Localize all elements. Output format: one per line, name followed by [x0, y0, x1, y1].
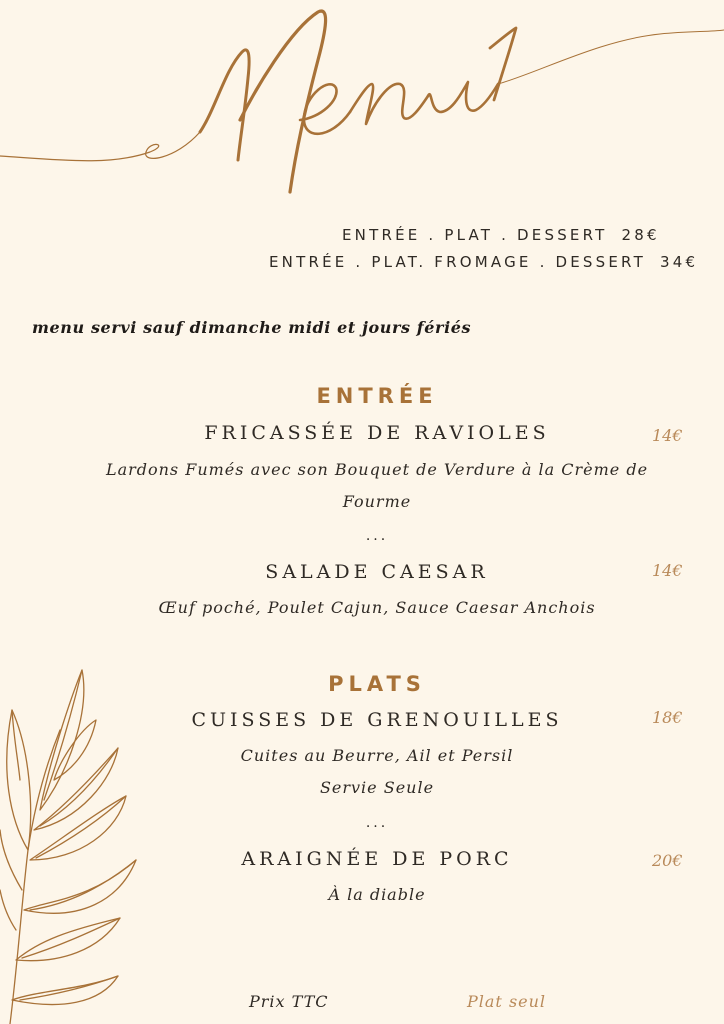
dish-desc-line: Lardons Fumés avec son Bouquet de Verdure à la Crème de [105, 460, 649, 479]
dish-desc-line: Fourme [342, 492, 412, 511]
footer-plat-seul: Plat seul [467, 992, 547, 1011]
formula-2 [269, 253, 698, 271]
formula-2-price: 34€ [659, 253, 699, 271]
dish-separator: ... [365, 528, 389, 544]
menu-notice: menu servi sauf dimanche midi et jours fériés [32, 318, 472, 337]
section-title-entree: ENTRÉE [316, 384, 438, 408]
menu-title-script [0, 0, 724, 210]
formula-1-price: 28€ [621, 226, 660, 244]
section-title-plats: PLATS [328, 672, 426, 696]
dish-price-fricassee: 14€ [652, 426, 683, 445]
dish-desc-salade [0, 592, 724, 624]
footer-prix-ttc: Prix TTC [249, 992, 329, 1011]
dish-name-salade: SALADE CAESAR [265, 561, 489, 583]
dish-price-araignee: 20€ [652, 851, 683, 870]
formula-1-label: ENTRÉE . PLAT . DESSERT [342, 226, 608, 244]
dish-desc-line: Œuf poché, Poulet Cajun, Sauce Caesar Anchois [158, 598, 596, 617]
dish-desc-line: Cuites au Beurre, Ail et Persil [240, 746, 514, 765]
dish-price-grenouilles: 18€ [652, 708, 683, 727]
dish-desc-fricassee [0, 454, 724, 518]
dish-separator: ... [365, 815, 389, 831]
dish-price-salade: 14€ [652, 561, 683, 580]
dish-desc-line: Servie Seule [319, 778, 435, 797]
formula-1 [342, 226, 660, 244]
dish-desc-line: À la diable [328, 885, 426, 904]
formula-2-label: ENTRÉE . PLAT. FROMAGE . DESSERT [269, 253, 646, 271]
dish-name-grenouilles: CUISSES DE GRENOUILLES [191, 709, 563, 731]
leaf-branch-icon [0, 660, 150, 1024]
dish-name-araignee: ARAIGNÉE DE PORC [241, 848, 513, 870]
dish-name-fricassee: FRICASSÉE DE RAVIOLES [204, 422, 550, 444]
